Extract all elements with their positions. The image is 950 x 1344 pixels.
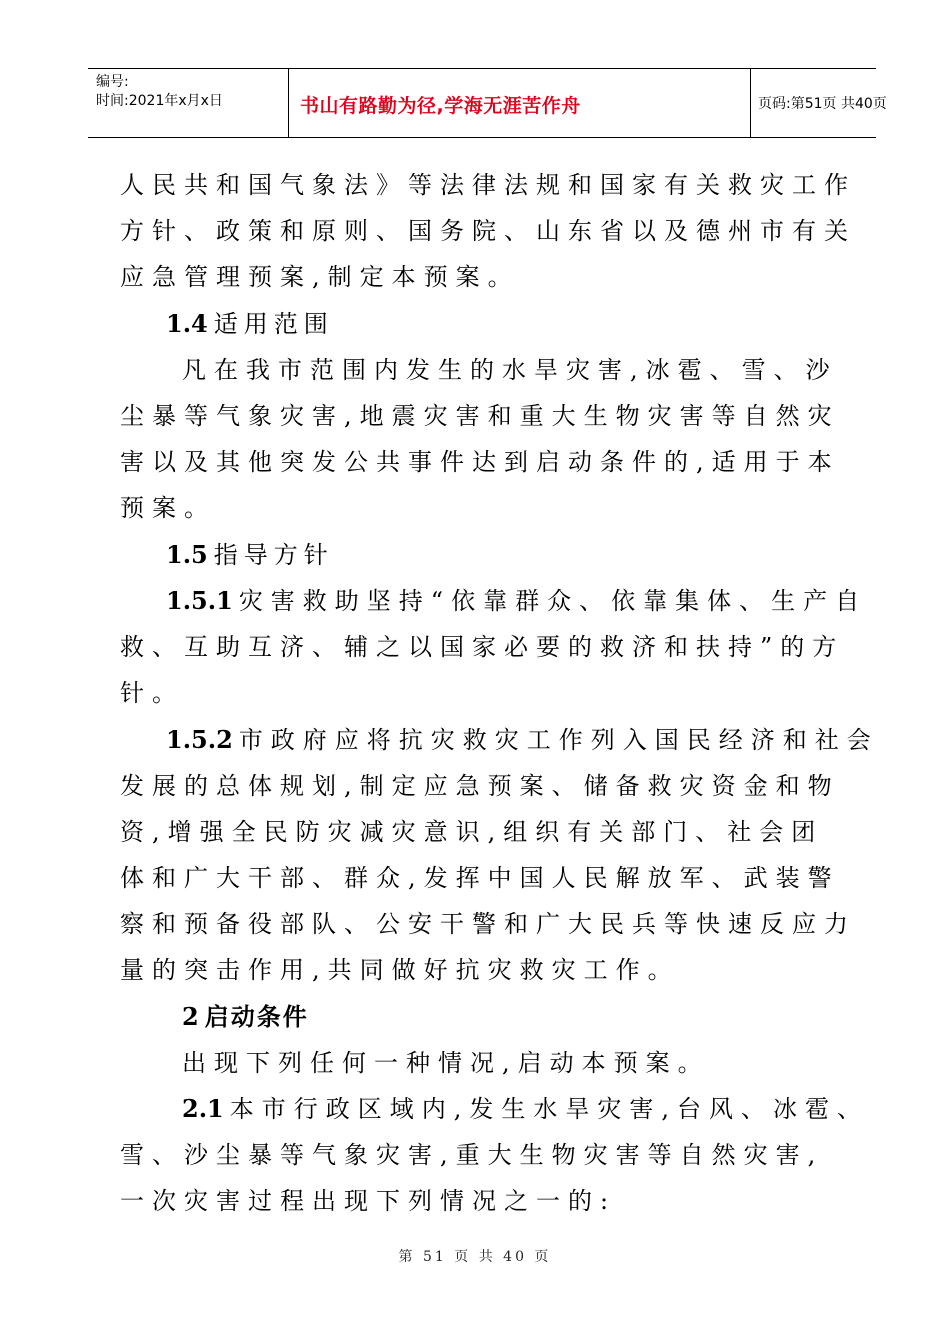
body-line: 一次灾害过程出现下列情况之一的: [120,1187,617,1215]
section-number: 1.5.1 [166,586,233,615]
section-text: 市政府应将抗灾救灾工作列入国民经济和社会 [238,726,879,754]
body-line: 凡在我市范围内发生的水旱灾害,冰雹、雪、沙 [182,356,838,384]
section-heading-1-5 [166,540,334,570]
section-heading-2 [182,1002,315,1032]
body-line: 针。 [120,679,184,707]
document-date-label: 时间:2021年x月x日 [96,93,223,109]
body-line: 方针、政策和原则、国务院、山东省以及德州市有关 [120,217,856,245]
body-line: 害以及其他突发公共事件达到启动条件的,适用于本 [120,448,840,476]
section-number: 1.5.2 [166,725,233,754]
body-line: 出现下列任何一种情况,启动本预案。 [182,1049,710,1077]
body-line: 预案。 [120,494,216,522]
body-line: 量的突击作用,共同做好抗灾救灾工作。 [120,956,680,984]
body-line: 资,增强全民防灾减灾意识,组织有关部门、社会团 [120,818,824,846]
page-footer: 第 51 页 共 40 页 [398,1249,552,1265]
header-motto: 书山有路勤为径,学海无涯苦作舟 [300,95,581,117]
header-motto-cell [288,69,751,137]
section-title: 指导方针 [213,541,334,569]
section-number: 1.5 [166,540,208,569]
section-title: 适用范围 [213,310,334,338]
body-line: 雪、沙尘暴等气象灾害,重大生物灾害等自然灾害, [120,1141,824,1169]
body-line: 人民共和国气象法》等法律法规和国家有关救灾工作 [120,171,856,199]
section-text: 本市行政区域内,发生水旱灾害,台风、冰雹、 [229,1095,870,1123]
subsection-1-5-2 [166,725,879,755]
section-number: 1.4 [166,309,208,338]
subsection-2-1 [182,1094,869,1124]
section-heading-1-4 [166,309,334,339]
section-text: 灾害救助坚持“依靠群众、依靠集体、生产自 [238,587,868,615]
body-line: 发展的总体规划,制定应急预案、储备救灾资金和物 [120,772,840,800]
body-line: 体和广大干部、群众,发挥中国人民解放军、武装警 [120,864,840,892]
subsection-1-5-1 [166,586,867,616]
body-line: 应急管理预案,制定本预案。 [120,263,520,291]
section-number: 2.1 [182,1094,224,1123]
header-meta-cell [88,69,289,137]
page-header [88,68,887,138]
section-title: 启动条件 [204,1002,309,1031]
document-number-label: 编号: [96,74,129,90]
body-line: 救、互助互济、辅之以国家必要的救济和扶持”的方 [120,633,845,661]
header-page-number: 页码:第51页 共40页 [758,96,887,112]
body-line: 察和预备役部队、公安干警和广大民兵等快速反应力 [120,910,856,938]
section-number: 2 [182,1002,199,1031]
body-line: 尘暴等气象灾害,地震灾害和重大生物灾害等自然灾 [120,402,840,430]
header-page-cell [750,69,887,137]
